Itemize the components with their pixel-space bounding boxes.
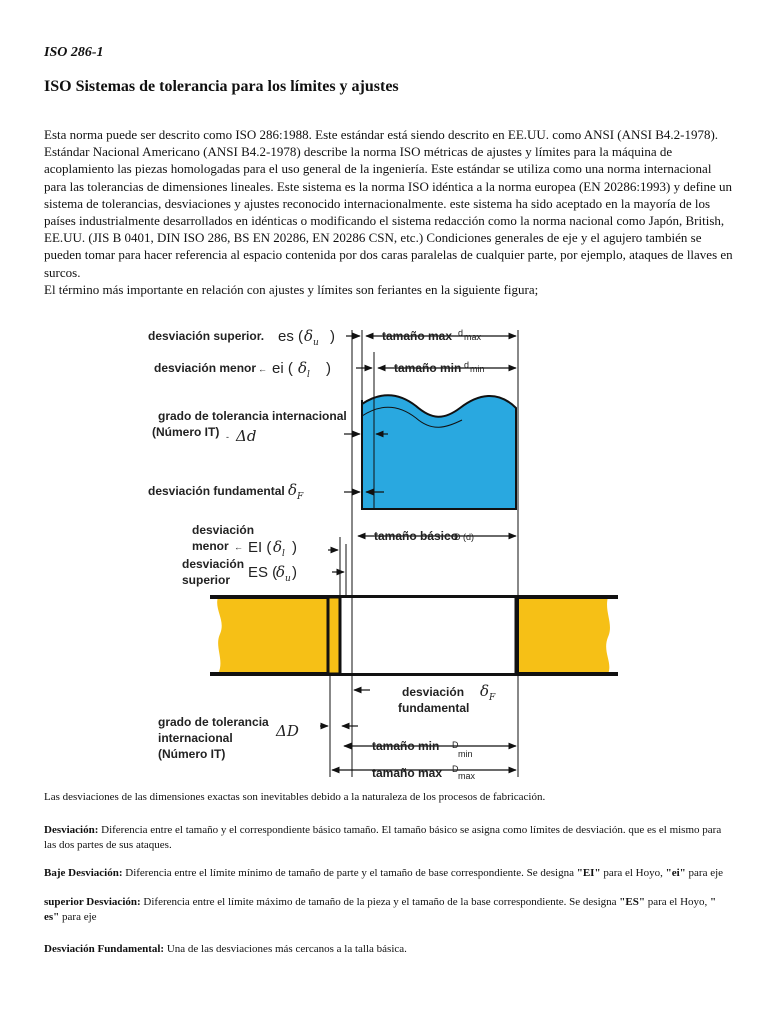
label-hole-it-3: (Número IT) xyxy=(158,747,226,761)
label-dmin-sub: min xyxy=(470,364,485,374)
label-upper-deviation: desviación superior. xyxy=(148,329,265,343)
definition-term: Desviación Fundamental: xyxy=(44,943,165,955)
definition-code-shaft: " es" xyxy=(44,896,717,923)
label-EI-delta: δ xyxy=(273,538,283,556)
label-hole-upper-dev-2: superior xyxy=(182,573,231,587)
label-it-grade-2: (Número IT) xyxy=(152,425,220,439)
definition-end: para eje xyxy=(688,867,724,879)
definition-text: Diferencia entre el tamaño y el correspondiente básico tamaño. El tamaño básico se asigna como límites de desviación. que es el mismo para las dos partes de sus ataques. xyxy=(44,824,722,851)
label-Dmax-D: D xyxy=(452,764,459,774)
definition-text: Diferencia entre el límite máximo de tamaño de la pieza y el tamaño de la base correspondiente. Se designa xyxy=(143,896,617,908)
label-max-size: tamaño max xyxy=(382,329,453,343)
label-es-close: ) xyxy=(330,328,335,345)
definition-term: Desviación: xyxy=(44,824,99,836)
definition-upper-deviation xyxy=(44,895,734,924)
definition-term: superior Desviación: xyxy=(44,896,141,908)
tolerance-diagram xyxy=(130,312,630,782)
intro-paragraph: Esta norma puede ser descrito como ISO 286:1988. Este estándar está siendo descrito en EE.UU. como ANSI (ANSI B4.2-1978). Estándar Nacional Americano (ANSI B4.2-1978) describe la norma ISO métricas de ajustes y límites para la máquina de acoplamiento las piezas homologadas para el uso general de la ingeniería. Este estándar se utiliza como una norma internacional para las tolerancias de dimensiones lineales. Este sistema es la norma ISO idéntica a la norma europea (EN 20286:1993) y define un sistema de tolerancias, desviaciones y ajustes reconocido internacionalmente. este sistema ha sido aceptado en la mayoría de los países industrialmente desarrollados en idénticas o modificando el sistema redacción como la norma nacional como Japón, British, EE.UU. (JIS B 0401, DIN ISO 286, BS EN 20286, EN 20286 CSN, etc.) Condiciones generales de eje y el agujero también se pueden tomar para hacer referencia al espacio contenida por dos caras paralelas de cualquier parte, por ejemplo, ataques de llaves en surcos. xyxy=(44,127,733,280)
figure-caption: Las desviaciones de las dimensiones exactas son inevitables debido a la naturaleza de los procesos de fabricación. xyxy=(44,791,546,803)
definition-term: Baje Desviación: xyxy=(44,867,123,879)
label-hole-it-2: internacional xyxy=(158,731,233,745)
label-EI-sub: l xyxy=(282,549,285,559)
label-ei-close: ) xyxy=(326,360,331,377)
label-hole-fund-dev-1: desviación xyxy=(402,685,465,699)
label-lower-deviation: desviación menor xyxy=(154,361,257,375)
definition-code-hole: "ES" xyxy=(619,896,645,908)
definition-mid: para el Hoyo, xyxy=(647,896,708,908)
label-fundamental-deviation: desviación fundamental xyxy=(148,484,285,498)
label-hole-fund-sub: F xyxy=(489,693,496,703)
label-es-sub: u xyxy=(313,338,319,348)
hole-right-plate xyxy=(518,597,610,674)
label-ei-delta: δ xyxy=(298,359,308,377)
label-hole-upper-dev-1: desviación xyxy=(182,557,245,571)
label-Dmax-sub: max xyxy=(458,771,476,781)
label-fund-sub: F xyxy=(297,492,304,502)
definition-code-shaft: "ei" xyxy=(665,867,686,879)
label-hole-fund-delta: δ xyxy=(480,682,490,700)
label-EI-symbol: EI ( xyxy=(248,539,272,556)
label-es-symbol: es ( xyxy=(278,328,304,345)
definition-code-hole: "EI" xyxy=(576,867,601,879)
label-dmin-d: d xyxy=(464,360,470,370)
definition-lower-deviation xyxy=(44,866,734,881)
document-code: ISO 286-1 xyxy=(44,45,104,60)
tolerance-figure xyxy=(130,312,630,782)
svg-text:←: ← xyxy=(258,364,267,374)
hole-tolerance-zone xyxy=(328,597,340,674)
document-title: ISO Sistemas de tolerancia para los límites y ajustes xyxy=(44,78,399,95)
hole-cavity xyxy=(330,597,518,674)
label-it-grade-1: grado de tolerancia internacional xyxy=(158,409,347,423)
label-ES-delta: δ xyxy=(276,563,286,581)
label-hole-lower-dev-1: desviación xyxy=(192,523,255,537)
label-min-size: tamaño min xyxy=(394,361,462,375)
definition-fundamental-deviation xyxy=(44,942,734,957)
label-hole-it-1: grado de tolerancia xyxy=(158,715,269,729)
label-basic-size: tamaño básico xyxy=(374,529,459,543)
label-es-delta: δ xyxy=(304,327,314,345)
svg-text:-: - xyxy=(226,432,229,442)
definition-end: para eje xyxy=(62,910,97,923)
label-dmax-sub: max xyxy=(464,332,482,342)
label-dmax-d: d xyxy=(458,328,464,338)
definition-deviation xyxy=(44,823,734,852)
label-Dmin-sub: min xyxy=(458,749,473,759)
svg-text:←: ← xyxy=(234,542,243,552)
label-delta-D: ΔD xyxy=(276,722,299,740)
label-EI-close: ) xyxy=(292,539,297,556)
label-hole-lower-dev-2: menor xyxy=(192,539,229,553)
shaft-body xyxy=(362,395,516,509)
label-hole-min-size: tamaño min xyxy=(372,739,440,753)
label-ES-sub: u xyxy=(285,574,291,584)
label-fund-delta: δ xyxy=(288,481,298,499)
label-ES-close: ) xyxy=(292,564,297,581)
intro-text xyxy=(44,126,734,298)
definition-mid: para el Hoyo, xyxy=(603,867,663,879)
label-hole-max-size: tamaño max xyxy=(372,766,443,780)
label-ES-symbol: ES ( xyxy=(248,564,278,581)
definition-text: Diferencia entre el límite mínimo de tamaño de parte y el tamaño de base correspondiente. Se designa xyxy=(125,867,574,879)
label-ei-sub: l xyxy=(307,370,310,380)
hole-left-plate xyxy=(217,597,330,674)
intro-figure-lead: El término más importante en relación con ajustes y límites son feriantes en la siguiente figura; xyxy=(44,281,539,297)
label-Dmin-D: D xyxy=(452,740,459,750)
label-ei-symbol: ei ( xyxy=(272,360,293,377)
label-basic-size-symbol: D (d) xyxy=(454,532,474,542)
label-hole-fund-dev-2: fundamental xyxy=(398,701,470,715)
label-delta-d: Δd xyxy=(236,427,257,445)
definition-text: Una de las desviaciones más cercanos a la talla básica. xyxy=(166,943,407,955)
